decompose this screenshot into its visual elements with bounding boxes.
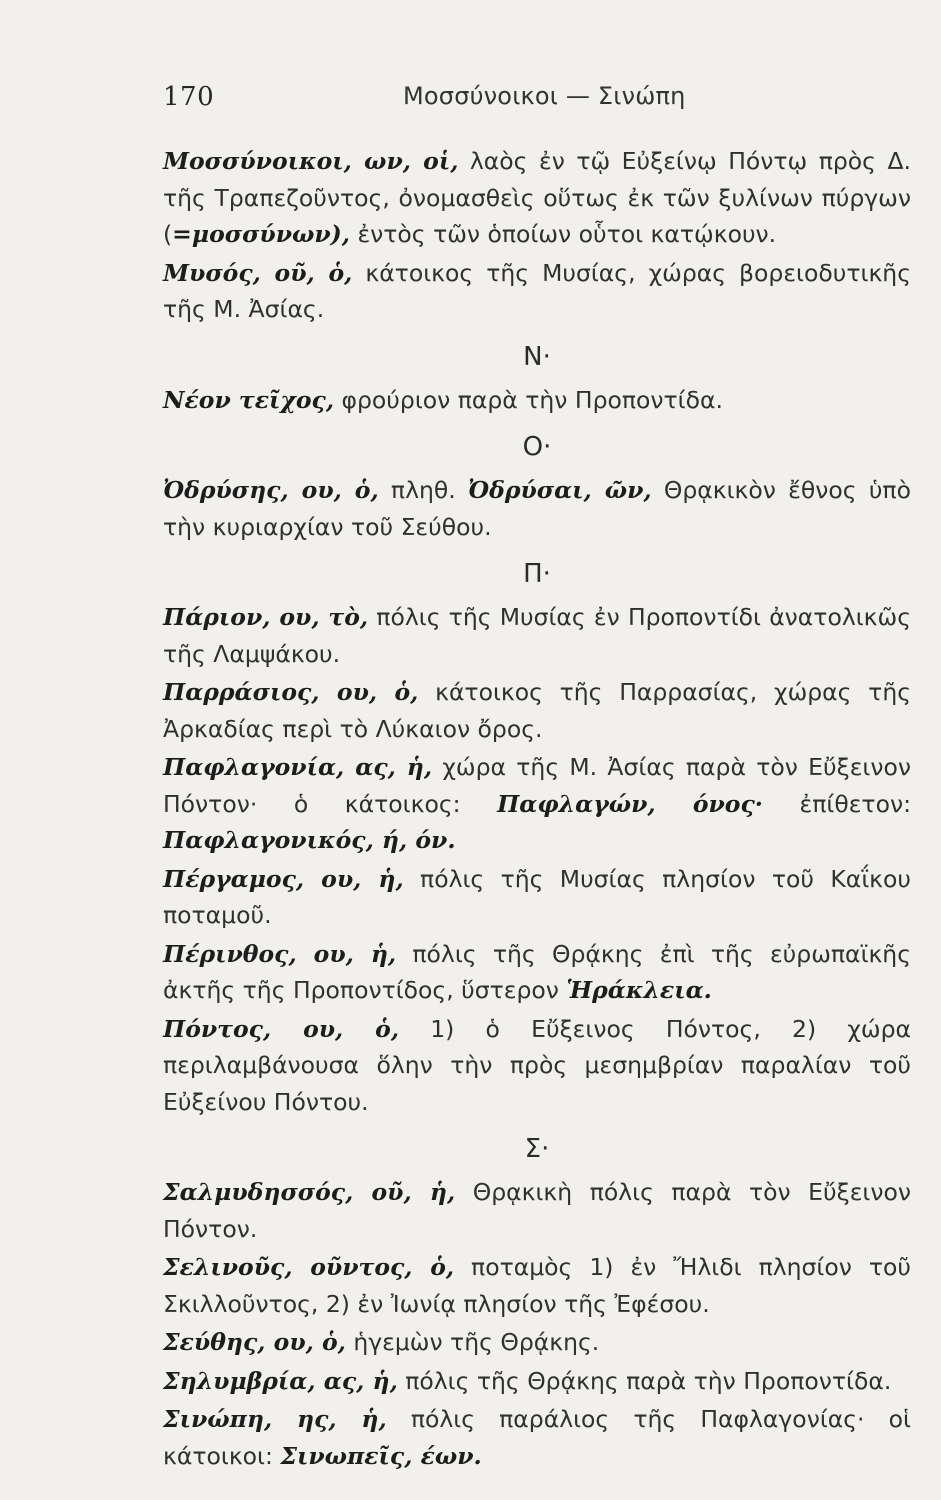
glossary-content — [163, 143, 911, 1476]
entry-headword: Παφλαγονία, ας, ἡ, — [163, 753, 433, 781]
entry-headword: Πόντος, ου, ὁ, — [163, 1014, 400, 1043]
entry-text: πόλις τῆς Μυσίας ἐν Προποντίδι ἀνατολικῶς τῆς Λαμψάκου. — [163, 603, 912, 668]
entry-headword: Παρράσιος, ου, ὁ, — [163, 678, 419, 706]
entry-text-secondary: ἐντὸς τῶν ὁποίων οὗτοι κατῴκουν. — [349, 220, 777, 248]
section-letter: Ο· — [522, 432, 552, 462]
entry — [163, 1401, 911, 1474]
entry-headword-tertiary: Παφλαγονικός, ή, όν. — [163, 826, 456, 854]
entry-text: πόλις τῆς Θρᾴκης παρὰ τὴν Προποντίδα. — [397, 1366, 892, 1395]
section-letter: Ν· — [523, 341, 551, 372]
running-head — [163, 82, 911, 122]
page-number: 170 — [163, 82, 215, 112]
entry — [163, 1249, 911, 1322]
entry — [163, 1324, 911, 1361]
entry-headword: Σαλμυδησσός, οῦ, ἡ, — [163, 1178, 456, 1206]
entry — [163, 674, 911, 747]
entry-text: ποταμὸς 1) ἐν Ἤλιδι πλησίον τοῦ Σκιλλοῦντος, 2) ἐν Ἰωνίᾳ πλησίον τῆς Ἐφέσου. — [163, 1253, 911, 1318]
section-letter: Σ· — [524, 1134, 550, 1164]
entry-headword: Νέον τεῖχος, — [163, 385, 335, 414]
entry — [163, 1011, 911, 1121]
entry-headword-secondary: Παφλαγών, όνος· — [497, 789, 763, 818]
entry — [163, 382, 911, 419]
entry-text: κάτοικος τῆς Παρρασίας, χώρας τῆς Ἀρκαδίας περὶ τὸ Λύκαιον ὄρος. — [163, 678, 911, 743]
entry — [163, 472, 911, 545]
entry-text: φρούριον παρὰ τὴν Προποντίδα. — [334, 385, 723, 414]
entry-headword-secondary: =μοσσύνων), — [172, 220, 350, 248]
entry — [163, 861, 911, 934]
entry-text: πόλις τῆς Θρᾴκης ἐπὶ τῆς εὐρωπαϊκῆς ἀκτῆς τῆς Προποντίδος, ὕστερον — [163, 939, 911, 1004]
entry-text: πόλις παράλιος τῆς Παφλαγονίας· οἱ κάτοικοι: — [163, 1405, 911, 1470]
entry-text: χώρα τῆς Μ. Ἀσίας παρὰ τὸν Εὔξεινον Πόντον· ὁ κάτοικος: — [163, 753, 911, 818]
entry-text: κάτοικος τῆς Μυσίας, χώρας βορειοδυτικῆς τῆς Μ. Ἀσίας. — [163, 258, 911, 323]
entry-headword: Πέργαμος, ου, ἡ, — [163, 864, 404, 893]
entry-headword: Σελινοῦς, οῦντος, ὁ, — [163, 1253, 455, 1281]
section-letter: Π· — [523, 559, 551, 589]
entry-text: 1) ὁ Εὔξεινος Πόντος, 2) χώρα περιλαμβάνουσα ὅλην τὴν πρὸς μεσημβρίαν παραλίαν τοῦ Εὐξείνου Πόντου. — [163, 1014, 911, 1116]
entry-text: ἡγεμὼν τῆς Θρᾴκης. — [345, 1328, 600, 1356]
entry-text: πόλις τῆς Μυσίας πλησίον τοῦ Καΐκου ποταμοῦ. — [163, 864, 911, 929]
entry-headword: Ὀδρύσης, ου, ὁ, — [163, 476, 379, 504]
entry — [163, 936, 911, 1009]
entry-text-secondary: Θρᾳκικὸν ἔθνος ὑπὸ τὴν κυριαρχίαν τοῦ Σεύθου. — [163, 476, 911, 541]
entry — [163, 1174, 911, 1247]
entry-text-secondary: ἐπίθετον: — [762, 789, 911, 818]
entry-headword-secondary: Ἡράκλεια. — [566, 976, 712, 1004]
section — [163, 340, 911, 419]
entry-headword-secondary: Ὀδρύσαι, ῶν, — [468, 476, 652, 504]
entry — [163, 143, 911, 253]
entry-text: πληθ. — [378, 476, 468, 504]
entry-headword: Σηλυμβρία, ας, ἡ, — [163, 1366, 398, 1395]
section — [163, 1132, 911, 1474]
entry — [163, 749, 911, 859]
entry — [163, 599, 911, 672]
running-title: Μοσσύνοικοι — Σινώπη — [403, 82, 686, 110]
section — [163, 557, 911, 1120]
section — [163, 143, 911, 328]
entry-headword: Μυσός, οῦ, ὁ, — [163, 258, 353, 287]
entry-headword: Πάριον, ου, τὸ, — [163, 603, 369, 631]
entry-text: λαὸς ἐν τῷ Εὐξείνῳ Πόντῳ πρὸς Δ. τῆς Τραπεζοῦντος, ὀνομασθεὶς οὕτως ἐκ τῶν ξυλίνων πύργων ( — [163, 147, 912, 248]
entry — [163, 255, 911, 328]
entry-headword: Μοσσύνοικοι, ων, οἱ, — [163, 147, 459, 175]
entry-headword: Πέρινθος, ου, ἡ, — [163, 939, 397, 968]
entry-headword: Σινώπη, ης, ἡ, — [163, 1405, 387, 1433]
entry-headword: Σεύθης, ου, ὁ, — [163, 1328, 346, 1356]
entry-headword-secondary: Σινωπεῖς, έων. — [280, 1441, 482, 1470]
entry-text: Θρᾳκικὴ πόλις παρὰ τὸν Εὔξεινον Πόντον. — [163, 1178, 912, 1243]
entry — [163, 1363, 911, 1400]
section — [163, 430, 911, 545]
